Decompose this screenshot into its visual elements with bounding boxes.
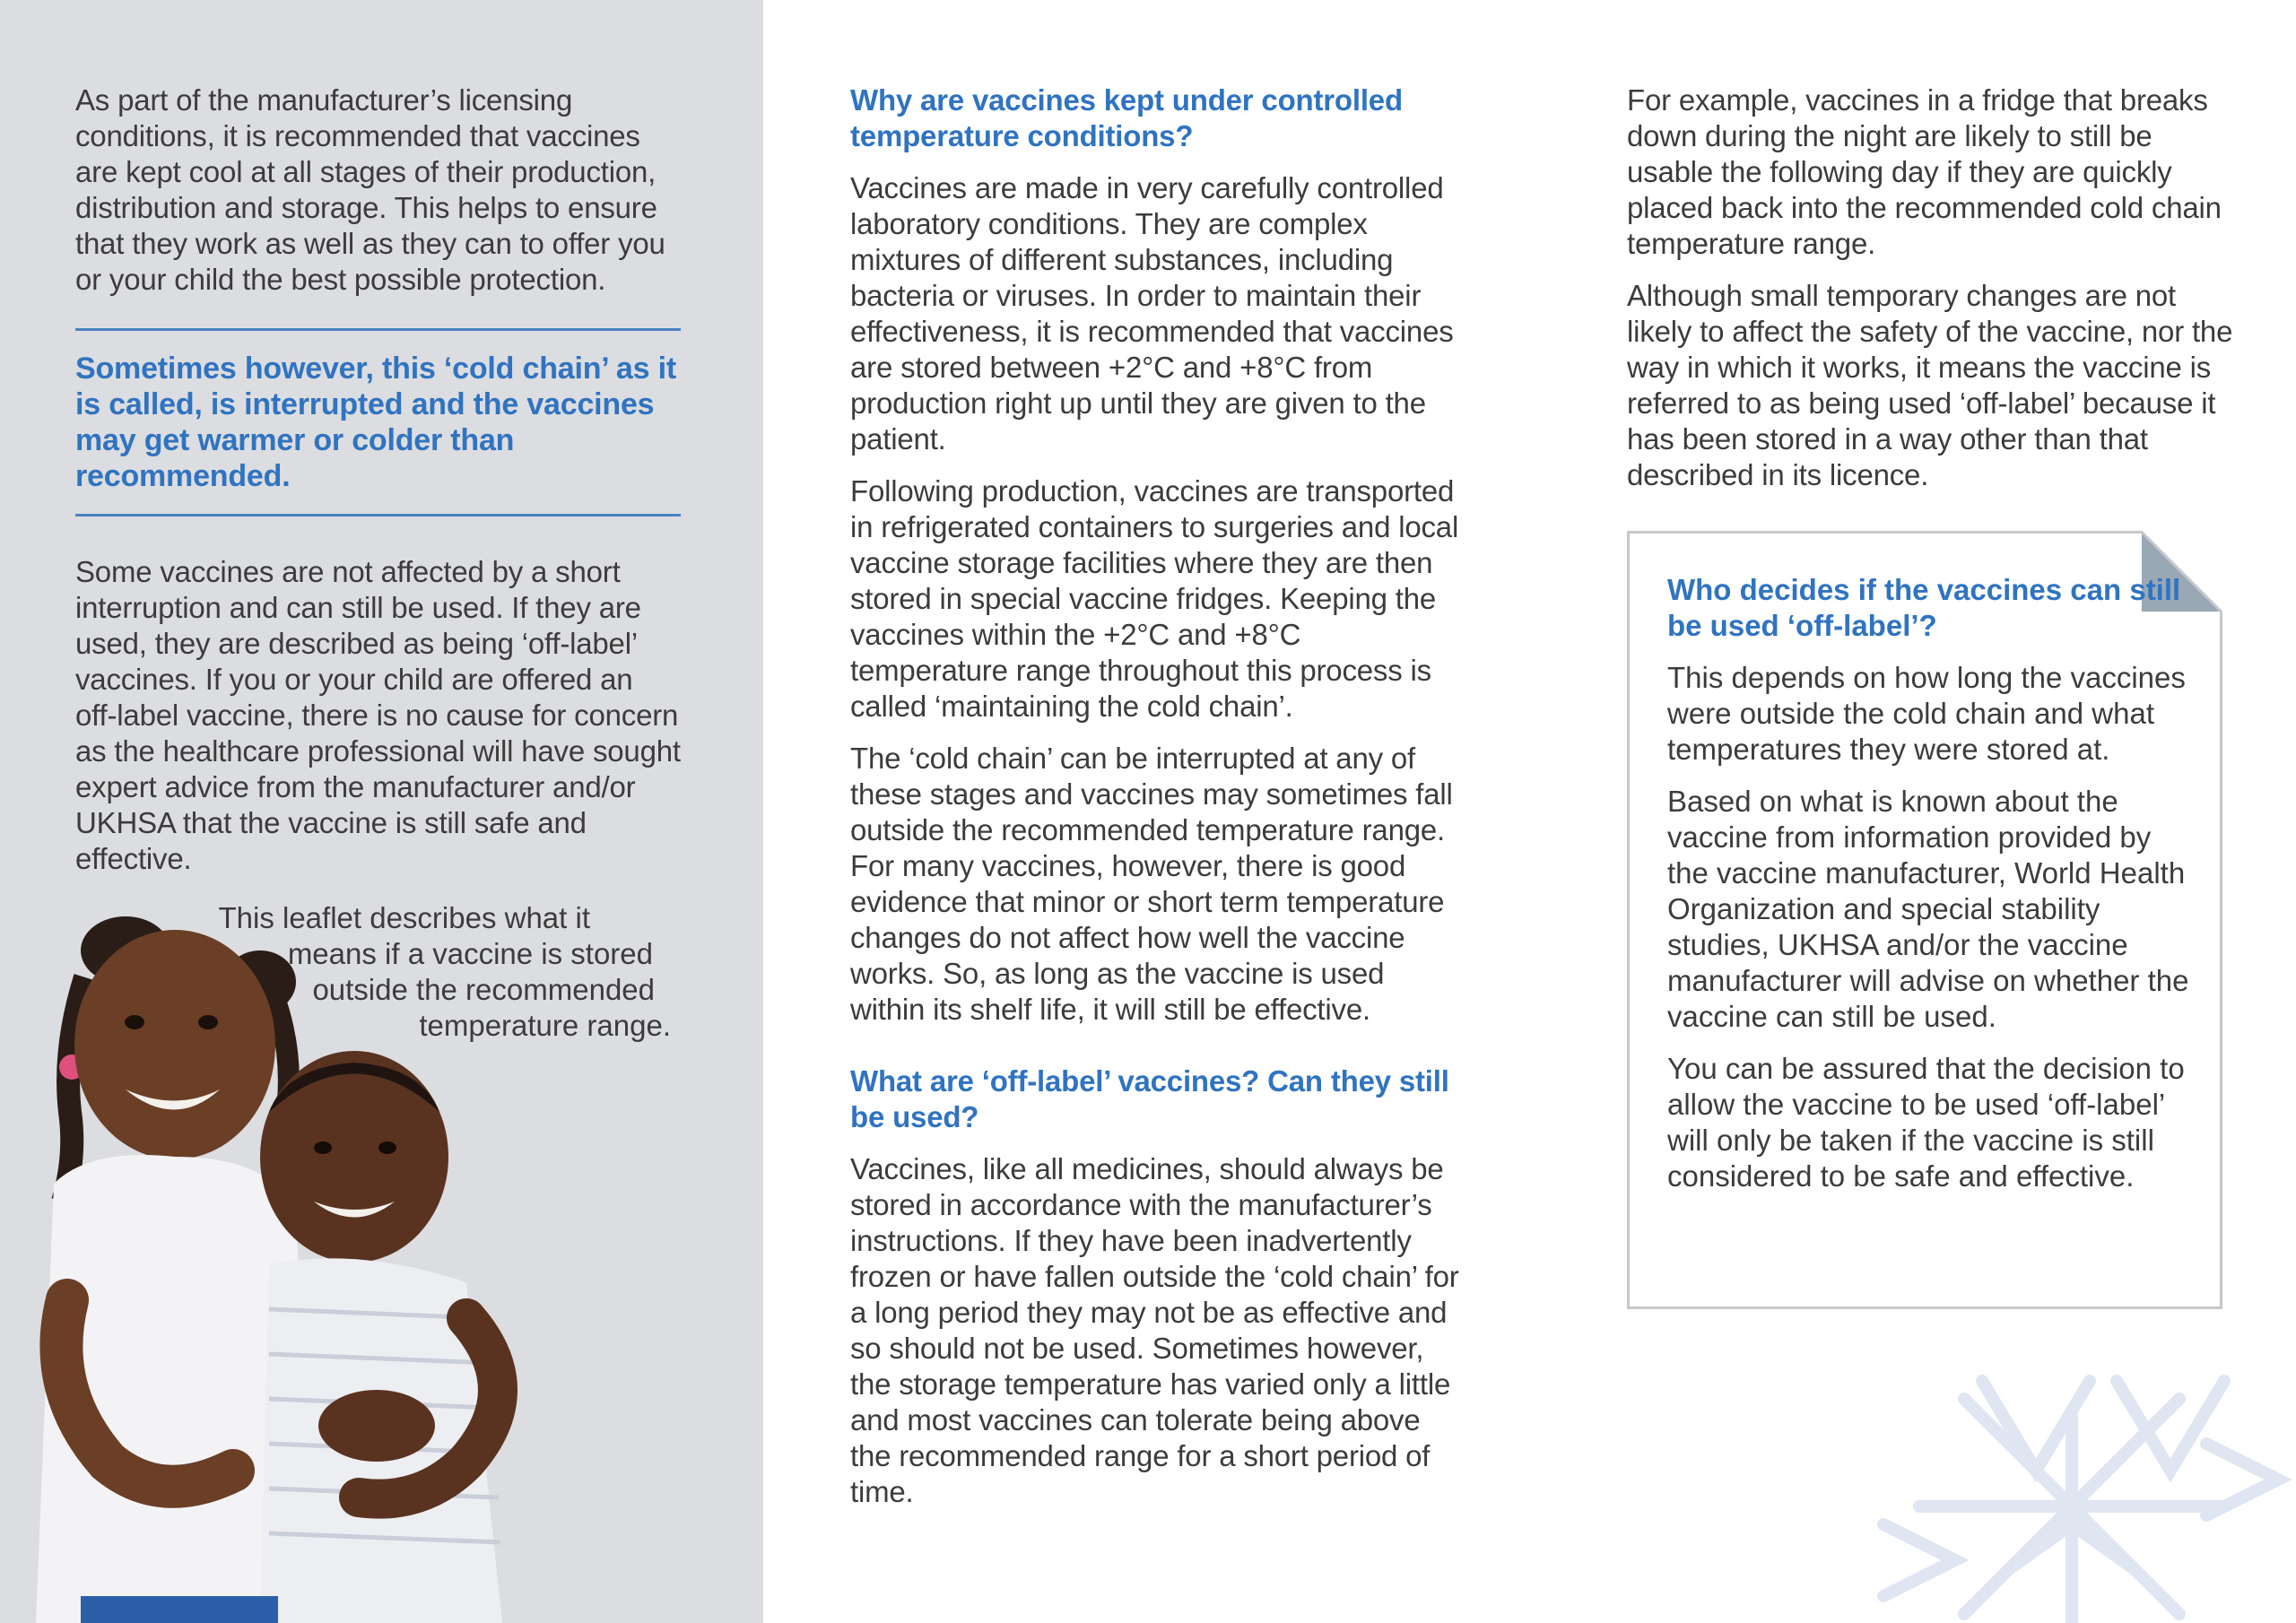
caption-line: means if a vaccine is stored [287, 937, 653, 970]
pull-quote: Sometimes however, this ‘cold chain’ as it is called, is interrupted and the vaccines may get warmer or colder than recommended. [75, 328, 681, 516]
callout-heading: Who decides if the vaccines can still be used ‘off-label’? [1667, 573, 2181, 642]
off-label-explanation: Some vaccines are not affected by a short interruption and can still be used. If they are used, they are described as being ‘off-label’ vaccines. If you or your child are offered an off-label vaccine, there is no cause for concern as the healthcare professional will have sought expert advice from the manufacturer and/or UKHSA that the vaccine is still safe and effective. [75, 555, 681, 875]
paragraph: This depends on how long the vaccines were outside the cold chain and what temperatures they were stored at. [1667, 661, 2186, 766]
paragraph: You can be assured that the decision to allow the vaccine to be used ‘off-label’ will only be taken if the vaccine is still considered to be safe and effective. [1667, 1052, 2185, 1193]
paragraph: The ‘cold chain’ can be interrupted at any of these stages and vaccines may sometimes fall outside the recommended temperature range. For many vaccines, however, there is good evidence that minor or short term temperature changes do not affect how well the vaccine works. So, as long as the vaccine is used within its shelf life, it will still be effective. [850, 742, 1453, 1026]
middle-column [850, 82, 1460, 1526]
paragraph: Although small temporary changes are not likely to affect the safety of the vaccine, nor the way in which it works, it means the vaccine is referred to as being used ‘off-label’ because it has been stored in a way other than that described in its licence. [1627, 279, 2233, 491]
snowflake-icon [1830, 1345, 2296, 1623]
right-column [1627, 82, 2237, 509]
caption-line: temperature range. [419, 1009, 671, 1042]
leaflet-caption [179, 900, 671, 1044]
paragraph: Vaccines are made in very carefully controlled laboratory conditions. They are complex mixtures of different substances, including bacteria or viruses. In order to maintain their effectiveness, it is recommended that vaccines are stored between +2°C and +8°C from production right up until they are given to the patient. [850, 171, 1454, 456]
heading-off-label: What are ‘off-label’ vaccines? Can they still be used? [850, 1064, 1449, 1133]
caption-line: outside the recommended [312, 973, 655, 1006]
paragraph: Based on what is known about the vaccine from information provided by the vaccine manufacturer, World Health Organization and special stability studies, UKHSA and/or the vaccine manufacturer will advise on whether the vaccine can still be used. [1667, 785, 2189, 1033]
heading-why-controlled: Why are vaccines kept under controlled temperature conditions? [850, 83, 1403, 152]
paragraph: For example, vaccines in a fridge that breaks down during the night are likely to still be usable the following day if they are quickly placed back into the recommended cold chain temperature range. [1627, 83, 2222, 260]
caption-line: This leaflet describes what it [218, 901, 590, 934]
callout-content [1667, 572, 2196, 1211]
paragraph: Following production, vaccines are transported in refrigerated containers to surgeries and local vaccine storage facilities where they are then stored in special vaccine fridges. Keeping the vaccines within the +2°C and +8°C temperature range throughout this process is called ‘maintaining the cold chain’. [850, 474, 1459, 723]
left-column [75, 82, 681, 893]
paragraph: Vaccines, like all medicines, should always be stored in accordance with the manufacturer’s instructions. If they have been inadvertently frozen or have fallen outside the ‘cold chain’ for a long period they may not be as effective and so should not be used. Sometimes however, the storage temperature has varied only a little and most vaccines can tolerate being above the recommended range for a short period of time. [850, 1152, 1459, 1508]
intro-paragraph: As part of the manufacturer’s licensing conditions, it is recommended that vaccines are kept cool at all stages of their production, distribution and storage. This helps to ensure that they work as well as they can to offer you or your child the best possible protection. [75, 83, 665, 296]
